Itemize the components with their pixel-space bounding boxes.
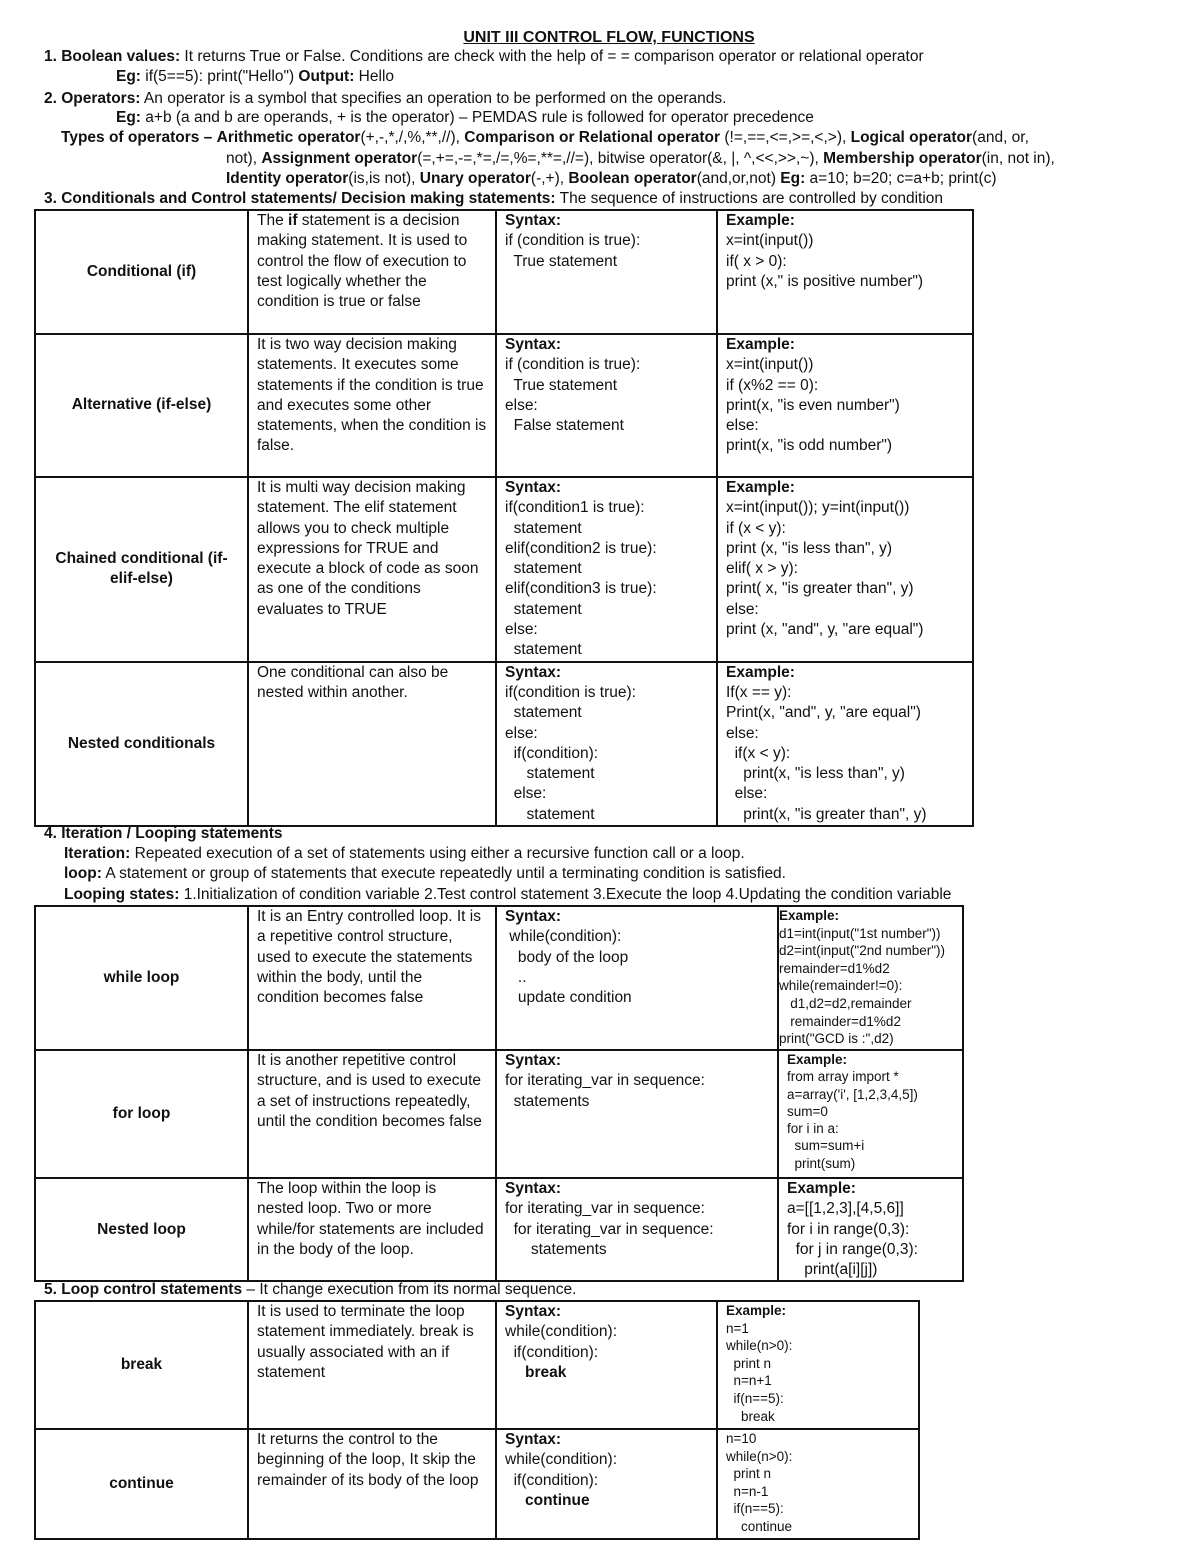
operator-types-line-3: [226, 169, 997, 189]
loop-control-heading: 5. Loop control statements: [44, 1281, 243, 1298]
row-name: Chained conditional (if-elif-else): [35, 477, 248, 662]
operator-types-line-2: [226, 149, 1055, 169]
code-line: elif(condition2 is true):: [505, 539, 657, 557]
conditionals-heading-text: The sequence of instructions are controlled by condition: [555, 190, 944, 207]
row-example: Example: x=int(input()); y=int(input()) if (x < y): print (x, "is less than", y) elif( x > y): print( x, "is greater than", y) else: print (x, "and", y, "are equal"): [717, 477, 973, 662]
logical-operator-label: Logical operator: [850, 129, 973, 146]
code-line: n=n-1: [726, 1483, 769, 1499]
code-line: statement: [505, 519, 582, 537]
row-name: for loop: [35, 1050, 248, 1178]
boolean-eg-label: Eg:: [116, 68, 141, 85]
code-line: while(condition):: [505, 928, 622, 946]
code-line: statement: [505, 600, 582, 618]
operators-line: [44, 89, 726, 109]
row-description: It is multi way decision making statement. The elif statement allows you to check multiple expressions for TRUE and execute a block of code as soon as one of the conditions evaluates to TRUE: [248, 477, 496, 662]
row-name: continue: [35, 1429, 248, 1539]
code-line: a=[[1,2,3],[4,5,6]]: [787, 1200, 904, 1218]
loop-control-table: [34, 1300, 920, 1540]
conditionals-heading: 3. Conditionals and Control statements/ Decision making statements:: [44, 190, 556, 207]
identity-operator-text: (is,is not),: [348, 170, 420, 187]
code-line: remainder=d1%d2: [779, 960, 890, 976]
code-line: sum=0: [787, 1103, 828, 1119]
code-line: d1=int(input("1st number")): [779, 925, 941, 941]
identity-operator-label: Identity operator: [226, 170, 349, 187]
loop-control-text: – It change execution from its normal sequence.: [242, 1281, 577, 1298]
row-description: It is another repetitive control structure, and is used to execute a set of instructions repeatedly, until the condition becomes false: [248, 1050, 496, 1178]
row-syntax: Syntax: while(condition): body of the loop .. update condition: [496, 906, 778, 1050]
code-line: print (x," is positive number"): [726, 272, 924, 290]
table-row: [35, 477, 973, 662]
code-line: else:: [505, 724, 538, 742]
loops-table: [34, 905, 964, 1282]
code-line: sum=sum+i: [787, 1138, 865, 1154]
row-example: Example: from array import * a=array('i', [1,2,3,4,5]) sum=0 for i in a: sum=sum+i print(sum): [778, 1050, 963, 1178]
code-line: for iterating_var in sequence:: [505, 1072, 705, 1090]
code-line: if( x > 0):: [726, 252, 787, 270]
code-line: print("GCD is :",d2): [779, 1031, 894, 1047]
table-row: [35, 1301, 919, 1429]
row-description: It is two way decision making statements. It executes some statements if the condition is true and executes some other statements, when the condition is false.: [248, 334, 496, 477]
code-line: else:: [505, 396, 538, 414]
row-syntax: Syntax: if (condition is true): True statement else: False statement: [496, 334, 717, 477]
code-line: If(x == y):: [726, 683, 792, 701]
code-line: statement: [505, 805, 595, 823]
code-line: print (x, "and", y, "are equal"): [726, 621, 924, 639]
code-line: Print(x, "and", y, "are equal"): [726, 704, 921, 722]
loop-text: A statement or group of statements that execute repeatedly until a terminating condition is satisfied.: [101, 865, 786, 882]
boolean-operator-label: Boolean operator: [568, 170, 697, 187]
code-line: print (x, "is less than", y): [726, 539, 893, 557]
code-line: remainder=d1%d2: [779, 1013, 901, 1029]
row-name: Nested conditionals: [35, 662, 248, 826]
code-line: if(condition):: [505, 1471, 599, 1489]
code-line: n=n+1: [726, 1373, 772, 1389]
comparison-operator-text: (!=,==,<=,>=,<,>),: [720, 129, 851, 146]
table-row: [35, 334, 973, 477]
looping-states-label: Looping states:: [64, 886, 180, 903]
code-line: else:: [726, 724, 759, 742]
row-example: Example: n=1 while(n>0): print n n=n+1 if(n==5): break: [717, 1301, 919, 1429]
row-description: It is an Entry controlled loop. It is a repetitive control structure, used to execute the statements within the body, until the condition becomes false: [248, 906, 496, 1050]
row-syntax: Syntax: while(condition): if(condition): break: [496, 1301, 717, 1429]
row-example: Example: a=[[1,2,3],[4,5,6]] for i in range(0,3): for j in range(0,3): print(a[i][j]): [778, 1178, 963, 1281]
code-line: if(condition1 is true):: [505, 499, 645, 517]
operators-label: 2. Operators:: [44, 90, 141, 107]
loop-definition-line: [64, 864, 786, 884]
row-name: while loop: [35, 906, 248, 1050]
iteration-label: Iteration:: [64, 845, 131, 862]
code-line: else:: [726, 417, 759, 435]
code-line: update condition: [505, 989, 632, 1007]
membership-operator-label: Membership operator: [823, 150, 982, 167]
table-row: [35, 210, 973, 334]
row-description: The if statement is a decision making statement. It is used to control the flow of execution to test logically whether the condition is true or false: [248, 210, 496, 334]
logical-operator-text: (and, or,: [972, 129, 1029, 146]
looping-states-text: 1.Initialization of condition variable 2.Test control statement 3.Execute the loop 4.Updating the condition variable: [179, 886, 952, 903]
code-line: print(x, "is less than", y): [726, 765, 905, 783]
code-line: statements: [505, 1092, 590, 1110]
operators-eg-label: Eg:: [116, 109, 141, 126]
row-syntax: Syntax: if (condition is true): True statement: [496, 210, 717, 334]
row-name: Alternative (if-else): [35, 334, 248, 477]
code-line: from array import *: [787, 1069, 899, 1085]
row-name: Nested loop: [35, 1178, 248, 1281]
code-line: statement: [505, 641, 582, 659]
code-line: while(condition):: [505, 1323, 617, 1341]
code-line: print(x, "is greater than", y): [726, 805, 927, 823]
arithmetic-operator-label: Arithmetic operator: [216, 129, 361, 146]
code-line: while(condition):: [505, 1451, 617, 1469]
code-line: statement: [505, 765, 595, 783]
code-line: False statement: [505, 417, 624, 435]
code-line: elif( x > y):: [726, 560, 798, 578]
row-name: Conditional (if): [35, 210, 248, 334]
code-line: for j in range(0,3):: [787, 1240, 918, 1258]
code-line: print n: [726, 1355, 772, 1371]
code-line: n=10: [726, 1431, 757, 1446]
code-line: if(condition):: [505, 1343, 599, 1361]
code-line: print(x, "is odd number"): [726, 437, 893, 455]
code-line: else:: [505, 785, 547, 803]
code-line: statements: [505, 1240, 607, 1258]
row-example: Example: d1=int(input("1st number")) d2=int(input("2nd number")) remainder=d1%d2 while(remainder!=0): d1,d2=d2,remainder remainder=d1%d2 print("GCD is :",d2): [778, 906, 963, 1050]
comparison-operator-label: Comparison or Relational operator: [464, 129, 721, 146]
code-line: if(condition is true):: [505, 683, 636, 701]
loop-label: loop:: [64, 865, 102, 882]
unary-operator-label: Unary operator: [419, 170, 531, 187]
iteration-definition-line: [64, 844, 745, 864]
operator-types-label: Types of operators –: [61, 129, 213, 146]
row-example: [717, 1429, 919, 1539]
boolean-values-text: It returns True or False. Conditions are check with the help of = = comparison operator or relational operator: [180, 48, 924, 65]
code-line: a=array('i', [1,2,3,4,5]): [787, 1086, 918, 1102]
table-row: [35, 1178, 963, 1281]
assignment-operator-label: Assignment operator: [261, 150, 418, 167]
code-line: print(a[i][j]): [787, 1261, 878, 1279]
conditionals-table: [34, 209, 974, 827]
table-row: [35, 662, 973, 826]
table-row: [35, 1429, 919, 1539]
code-line: for i in a:: [787, 1121, 839, 1137]
code-line: for i in range(0,3):: [787, 1220, 910, 1238]
boolean-operator-text: (and,or,not): [696, 170, 781, 187]
code-line: if(n==5):: [726, 1501, 784, 1517]
code-line: print(x, "is even number"): [726, 396, 900, 414]
table-row: [35, 1050, 963, 1178]
operators-text: An operator is a symbol that specifies an operation to be performed on the operands.: [140, 90, 727, 107]
code-line: print n: [726, 1466, 772, 1482]
row-description: One conditional can also be nested within another.: [248, 662, 496, 826]
row-syntax: Syntax: for iterating_var in sequence: for iterating_var in sequence: statements: [496, 1178, 778, 1281]
code-line: if (condition is true):: [505, 356, 641, 374]
code-line: if (x%2 == 0):: [726, 376, 819, 394]
boolean-values-label: 1. Boolean values:: [44, 48, 181, 65]
code-line: print(sum): [787, 1155, 856, 1171]
boolean-output-label: Output:: [298, 68, 355, 85]
code-line: x=int(input()): [726, 356, 814, 374]
row-example: Example: If(x == y): Print(x, "and", y, "are equal") else: if(x < y): print(x, "is less than", y) else: print(x, "is greater than", y): [717, 662, 973, 826]
code-line: elif(condition3 is true):: [505, 580, 657, 598]
iteration-heading-line: [44, 824, 283, 844]
row-example: Example: x=int(input()) if (x%2 == 0): print(x, "is even number") else: print(x, "is odd number"): [717, 334, 973, 477]
code-line: if(x < y):: [726, 744, 791, 762]
boolean-example-line: [116, 67, 394, 87]
code-line: else:: [505, 621, 538, 639]
code-line: if(n==5):: [726, 1390, 784, 1406]
code-line: ..: [505, 968, 527, 986]
page-title: UNIT III CONTROL FLOW, FUNCTIONS: [463, 29, 755, 46]
code-line: x=int(input()); y=int(input()): [726, 499, 910, 517]
operators-eg-text: a+b (a and b are operands, + is the operator) – PEMDAS rule is followed for operator precedence: [140, 109, 814, 126]
code-line: if (x < y):: [726, 519, 786, 537]
code-line: while(n>0):: [726, 1338, 793, 1354]
operator-types-line-1: [61, 128, 1029, 148]
boolean-eg-text: if(5==5): print("Hello"): [140, 68, 299, 85]
code-line: if (condition is true):: [505, 232, 641, 250]
operators-eg2-label: Eg:: [780, 170, 806, 187]
code-line: print( x, "is greater than", y): [726, 580, 914, 598]
code-line: break: [726, 1408, 775, 1424]
row-example: Example: x=int(input()) if( x > 0): print (x," is positive number"): [717, 210, 973, 334]
row-syntax: Syntax: if(condition is true): statement else: if(condition): statement else: statement: [496, 662, 717, 826]
assignment-operator-text: (=,+=,-=,*=,/=,%=,**=,//=), bitwise operator(&, |, ^,<<,>>,~),: [417, 150, 824, 167]
iteration-heading: 4. Iteration / Looping statements: [44, 825, 283, 842]
boolean-output-text: Hello: [354, 68, 395, 85]
table-row: [35, 906, 963, 1050]
code-line: statement: [505, 560, 582, 578]
code-line: while(remainder!=0):: [779, 978, 903, 994]
row-name: break: [35, 1301, 248, 1429]
loop-control-heading-line: [44, 1280, 576, 1300]
code-line: n=1: [726, 1320, 749, 1336]
code-line: x=int(input()): [726, 232, 814, 250]
row-description: The loop within the loop is nested loop. Two or more while/for statements are included in the body of the loop.: [248, 1178, 496, 1281]
code-line: True statement: [505, 252, 617, 270]
code-line: body of the loop: [505, 948, 629, 966]
code-line: if(condition):: [505, 744, 599, 762]
code-line: True statement: [505, 376, 617, 394]
code-line: for iterating_var in sequence:: [505, 1220, 714, 1238]
logical-operator-text-cont: not),: [226, 150, 262, 167]
row-syntax: Syntax: if(condition1 is true): statement elif(condition2 is true): statement elif(condition3 is true): statement else: statement: [496, 477, 717, 662]
code-line: statement: [505, 704, 582, 722]
operators-eg2-text: a=10; b=20; c=a+b; print(c): [805, 170, 997, 187]
code-line: else:: [726, 600, 759, 618]
conditionals-heading-line: [44, 189, 943, 209]
row-description: It returns the control to the beginning of the loop, It skip the remainder of its body of the loop: [248, 1429, 496, 1539]
row-syntax: Syntax: for iterating_var in sequence: statements: [496, 1050, 778, 1178]
code-line: d1,d2=d2,remainder: [779, 995, 912, 1011]
code-line: d2=int(input("2nd number")): [779, 943, 946, 959]
code-line: for iterating_var in sequence:: [505, 1200, 705, 1218]
unary-operator-text: (-,+),: [530, 170, 569, 187]
boolean-values-line: [44, 47, 924, 67]
looping-states-line: [64, 885, 951, 905]
code-line: continue: [726, 1518, 793, 1534]
row-syntax: Syntax: while(condition): if(condition): continue: [496, 1429, 717, 1539]
row-description: It is used to terminate the loop statement immediately. break is usually associated with an if statement: [248, 1301, 496, 1429]
operators-example-line: [116, 108, 814, 128]
code-line: else:: [726, 785, 768, 803]
code-line: while(n>0):: [726, 1448, 793, 1464]
arithmetic-operator-text: (+,-,*,/,%,**,//),: [360, 129, 465, 146]
iteration-text: Repeated execution of a set of statements using either a recursive function call or a loop.: [130, 845, 745, 862]
membership-operator-text: (in, not in),: [981, 150, 1055, 167]
